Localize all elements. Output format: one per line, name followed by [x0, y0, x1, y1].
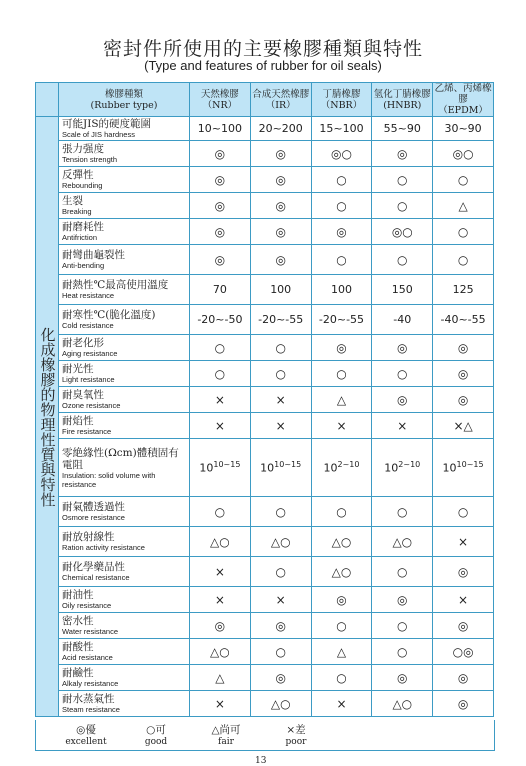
property-name-zh: 耐油性 — [62, 589, 94, 601]
property-name-zh: 零絶緣性(Ωcm)體積固有電阻 — [62, 446, 179, 471]
value-cell: ◎ — [190, 167, 251, 193]
property-label — [59, 305, 190, 335]
property-name-zh: 耐水蒸氣性 — [62, 693, 115, 705]
rubber-type-zh: 橡膠種類 — [104, 88, 143, 100]
property-name-en: Cold resistance — [62, 321, 114, 330]
property-name-zh: 密水性 — [62, 615, 94, 627]
value-cell: ○ — [372, 193, 433, 219]
value-cell: ○ — [311, 245, 372, 275]
table-row — [36, 141, 494, 167]
value-cell: ○ — [311, 167, 372, 193]
value-cell: ◎ — [250, 193, 311, 219]
value-cell: △○ — [250, 527, 311, 557]
property-name-en: Ozone resistance — [62, 401, 121, 410]
property-name-en: Scale of JIS hardness — [62, 130, 135, 139]
value-cell: ◎ — [250, 245, 311, 275]
legend-item — [266, 722, 326, 747]
property-name-en: Heat resistance — [62, 291, 115, 300]
property-name-zh: 張力强度 — [62, 143, 104, 155]
legend-symbol: ◎優 — [76, 724, 96, 736]
value-cell: △○ — [250, 691, 311, 717]
value-cell: 150 — [372, 275, 433, 305]
property-label — [59, 117, 190, 141]
property-name-en: Chemical resistance — [62, 573, 130, 582]
table-row — [36, 413, 494, 439]
rubber-type-en: (Rubber type) — [90, 99, 158, 111]
property-name-zh: 耐鹼性 — [62, 667, 94, 679]
value-cell: ◎ — [250, 141, 311, 167]
value-cell: ○ — [372, 497, 433, 527]
value-cell: 125 — [433, 275, 494, 305]
property-name-en: Alkaly resistance — [62, 679, 119, 688]
side-category-label: 化成橡膠的物理性質與特性 — [36, 117, 59, 717]
value-cell: ○ — [250, 335, 311, 361]
property-name-en: Tension strength — [62, 155, 118, 164]
property-name-en: Acid resistance — [62, 653, 113, 662]
value-cell: 30~90 — [433, 117, 494, 141]
property-name-zh: 耐焰性 — [62, 415, 94, 427]
property-name-zh: 耐酸性 — [62, 641, 94, 653]
value-cell: -20~-55 — [311, 305, 372, 335]
legend-item — [126, 722, 186, 747]
value-cell: 70 — [190, 275, 251, 305]
property-label — [59, 387, 190, 413]
property-label — [59, 167, 190, 193]
table-row — [36, 335, 494, 361]
property-label — [59, 691, 190, 717]
value-cell: -40 — [372, 305, 433, 335]
value-cell: △○ — [311, 527, 372, 557]
table-row — [36, 219, 494, 245]
legend-symbol: △尚可 — [211, 724, 241, 736]
value-cell: ○ — [250, 497, 311, 527]
property-name-en: Insulation: solid volume with resistance — [62, 470, 156, 489]
property-name-zh: 耐彎曲龜裂性 — [62, 249, 125, 261]
value-cell: × — [190, 413, 251, 439]
value-cell: ○ — [372, 167, 433, 193]
property-label — [59, 141, 190, 167]
property-name-en: Aging resistance — [62, 349, 118, 358]
value-cell: △ — [311, 639, 372, 665]
legend-label: excellent — [65, 737, 107, 747]
table-row — [36, 639, 494, 665]
value-cell: ○ — [433, 245, 494, 275]
property-name-en: Oily resistance — [62, 601, 112, 610]
table-row — [36, 245, 494, 275]
title-english: (Type and features of rubber for oil seals) — [144, 58, 382, 73]
value-cell: $10^{10\sim 15}$ — [190, 439, 251, 497]
property-label — [59, 439, 190, 497]
property-name-zh: 生裂 — [62, 195, 83, 207]
table-row — [36, 167, 494, 193]
value-cell: ○ — [433, 497, 494, 527]
value-cell: ○ — [311, 361, 372, 387]
property-name-en: Water resistance — [62, 627, 118, 636]
value-cell: ○ — [190, 335, 251, 361]
table-row — [36, 527, 494, 557]
value-cell: × — [190, 557, 251, 587]
value-cell: × — [190, 691, 251, 717]
legend-label: good — [144, 737, 168, 747]
value-cell: ◎ — [190, 141, 251, 167]
property-label — [59, 587, 190, 613]
property-name-zh: 耐氣體透過性 — [62, 501, 125, 513]
value-cell: × — [250, 413, 311, 439]
value-cell: ○ — [433, 167, 494, 193]
column-header-epdm: 乙烯、丙烯橡膠 （EPDM） — [434, 83, 492, 116]
property-label — [59, 639, 190, 665]
property-label — [59, 245, 190, 275]
value-cell: ○ — [311, 665, 372, 691]
legend-item — [196, 722, 256, 747]
value-cell: × — [433, 587, 494, 613]
value-cell: -40~-55 — [433, 305, 494, 335]
property-label — [59, 361, 190, 387]
column-header-nr: 天然橡膠 （NR） — [190, 83, 251, 117]
value-cell: ◎○ — [311, 141, 372, 167]
property-name-zh: 耐化學藥品性 — [62, 561, 125, 573]
table-row — [36, 361, 494, 387]
value-cell: △○ — [311, 557, 372, 587]
value-cell: ○ — [250, 361, 311, 387]
table-row — [36, 691, 494, 717]
column-header-ir: 合成天然橡膠 （IR） — [250, 83, 311, 117]
value-cell: -20~-50 — [190, 305, 251, 335]
property-label — [59, 527, 190, 557]
value-cell: △○ — [190, 527, 251, 557]
value-cell: × — [433, 527, 494, 557]
property-name-en: Steam resistance — [62, 705, 120, 714]
value-cell: ×△ — [433, 413, 494, 439]
value-cell: × — [250, 587, 311, 613]
value-cell: × — [372, 413, 433, 439]
property-name-en: Fire resistance — [62, 427, 112, 436]
value-cell: ◎ — [372, 141, 433, 167]
property-name-zh: 可能JIS的硬度範圍 — [62, 118, 152, 130]
value-cell: ◎ — [433, 361, 494, 387]
table-row — [36, 557, 494, 587]
value-cell: ○ — [433, 219, 494, 245]
property-label — [59, 335, 190, 361]
property-name-zh: 耐熱性℃最高使用溫度 — [62, 279, 169, 291]
value-cell: 55~90 — [372, 117, 433, 141]
property-name-en: Breaking — [62, 207, 92, 216]
property-label — [59, 413, 190, 439]
table-row — [36, 193, 494, 219]
value-cell: ◎ — [190, 613, 251, 639]
value-cell: ◎ — [372, 335, 433, 361]
value-cell: × — [311, 413, 372, 439]
value-cell: ◎ — [433, 613, 494, 639]
value-cell: 20~200 — [250, 117, 311, 141]
value-cell: ◎ — [433, 691, 494, 717]
value-cell: ◎ — [250, 219, 311, 245]
property-name-zh: 耐放射線性 — [62, 531, 115, 543]
value-cell: ◎ — [433, 665, 494, 691]
value-cell: △○ — [372, 691, 433, 717]
property-name-en: Anti-bending — [62, 261, 105, 270]
page-number: 13 — [255, 756, 267, 766]
value-cell: -20~-55 — [250, 305, 311, 335]
value-cell: $10^{10\sim 15}$ — [250, 439, 311, 497]
value-cell: ◎ — [433, 557, 494, 587]
value-cell: ◎ — [372, 387, 433, 413]
value-cell: ○ — [250, 639, 311, 665]
table-row — [36, 275, 494, 305]
legend-symbol: ○可 — [146, 724, 166, 736]
property-name-en: Light resistance — [62, 375, 115, 384]
legend-symbol: ×差 — [286, 724, 306, 736]
value-cell: ◎○ — [372, 219, 433, 245]
legend-box — [35, 720, 495, 751]
property-name-en: Osmore resistance — [62, 513, 125, 522]
property-label — [59, 557, 190, 587]
value-cell: ○ — [190, 361, 251, 387]
value-cell: ○ — [250, 557, 311, 587]
property-name-en: Antifriction — [62, 233, 98, 242]
property-name-zh: 耐臭氧性 — [62, 389, 104, 401]
value-cell: ◎ — [250, 613, 311, 639]
value-cell: ◎ — [250, 167, 311, 193]
value-cell: $10^{2\sim 10}$ — [311, 439, 372, 497]
value-cell: × — [311, 691, 372, 717]
table-row — [36, 387, 494, 413]
property-name-zh: 耐寒性℃(脆化溫度) — [62, 309, 156, 321]
property-label — [59, 219, 190, 245]
column-header-nbr: 丁腈橡膠 （NBR） — [311, 83, 372, 117]
value-cell: ○ — [372, 613, 433, 639]
property-label — [59, 613, 190, 639]
column-header-hnbr: 氫化丁腈橡膠 (HNBR) — [372, 83, 433, 117]
table-row — [36, 613, 494, 639]
value-cell: ◎ — [190, 245, 251, 275]
table-row — [36, 439, 494, 497]
table-row — [36, 305, 494, 335]
value-cell: ○ — [311, 613, 372, 639]
table-header-row — [36, 83, 494, 117]
value-cell: ○ — [372, 557, 433, 587]
table-row — [36, 587, 494, 613]
value-cell: 100 — [311, 275, 372, 305]
title-chinese: 密封件所使用的主要橡膠種類與特性 — [102, 38, 423, 60]
value-cell: 100 — [250, 275, 311, 305]
value-cell: ○ — [311, 193, 372, 219]
legend-label: fair — [218, 737, 234, 747]
value-cell: ○◎ — [433, 639, 494, 665]
value-cell: ◎ — [311, 335, 372, 361]
rubber-type-header — [59, 83, 190, 117]
value-cell: ◎ — [372, 587, 433, 613]
property-name-zh: 耐光性 — [62, 363, 94, 375]
value-cell: ◎ — [311, 587, 372, 613]
property-label — [59, 193, 190, 219]
table-row — [36, 665, 494, 691]
property-label — [59, 497, 190, 527]
value-cell: ○ — [372, 361, 433, 387]
value-cell: $10^{2\sim 10}$ — [372, 439, 433, 497]
value-cell: ◎ — [372, 665, 433, 691]
value-cell: △○ — [372, 527, 433, 557]
value-cell: ◎ — [250, 665, 311, 691]
value-cell: ○ — [372, 639, 433, 665]
value-cell: ○ — [311, 497, 372, 527]
value-cell: △ — [433, 193, 494, 219]
value-cell: ◎ — [433, 387, 494, 413]
value-cell: ◎ — [190, 193, 251, 219]
legend-item — [56, 722, 116, 747]
value-cell: ○ — [190, 497, 251, 527]
value-cell: × — [190, 387, 251, 413]
value-cell: 15~100 — [311, 117, 372, 141]
value-cell: $10^{10\sim 15}$ — [433, 439, 494, 497]
rubber-properties-table — [35, 82, 494, 717]
property-name-zh: 耐老化形 — [62, 337, 104, 349]
property-label — [59, 665, 190, 691]
property-label — [59, 275, 190, 305]
corner-cell — [36, 83, 59, 117]
legend-label: poor — [285, 737, 307, 747]
table-row — [36, 117, 494, 141]
value-cell: ◎○ — [433, 141, 494, 167]
value-cell: △ — [190, 665, 251, 691]
value-cell: × — [250, 387, 311, 413]
property-name-zh: 耐磨耗性 — [62, 221, 104, 233]
table-row — [36, 497, 494, 527]
property-name-en: Ration activity resistance — [62, 543, 145, 552]
value-cell: × — [190, 587, 251, 613]
value-cell: ◎ — [433, 335, 494, 361]
value-cell: △○ — [190, 639, 251, 665]
value-cell: ○ — [372, 245, 433, 275]
property-name-zh: 反彈性 — [62, 169, 94, 181]
value-cell: 10~100 — [190, 117, 251, 141]
value-cell: △ — [311, 387, 372, 413]
property-name-en: Rebounding — [62, 181, 103, 190]
value-cell: ◎ — [311, 219, 372, 245]
value-cell: ◎ — [190, 219, 251, 245]
